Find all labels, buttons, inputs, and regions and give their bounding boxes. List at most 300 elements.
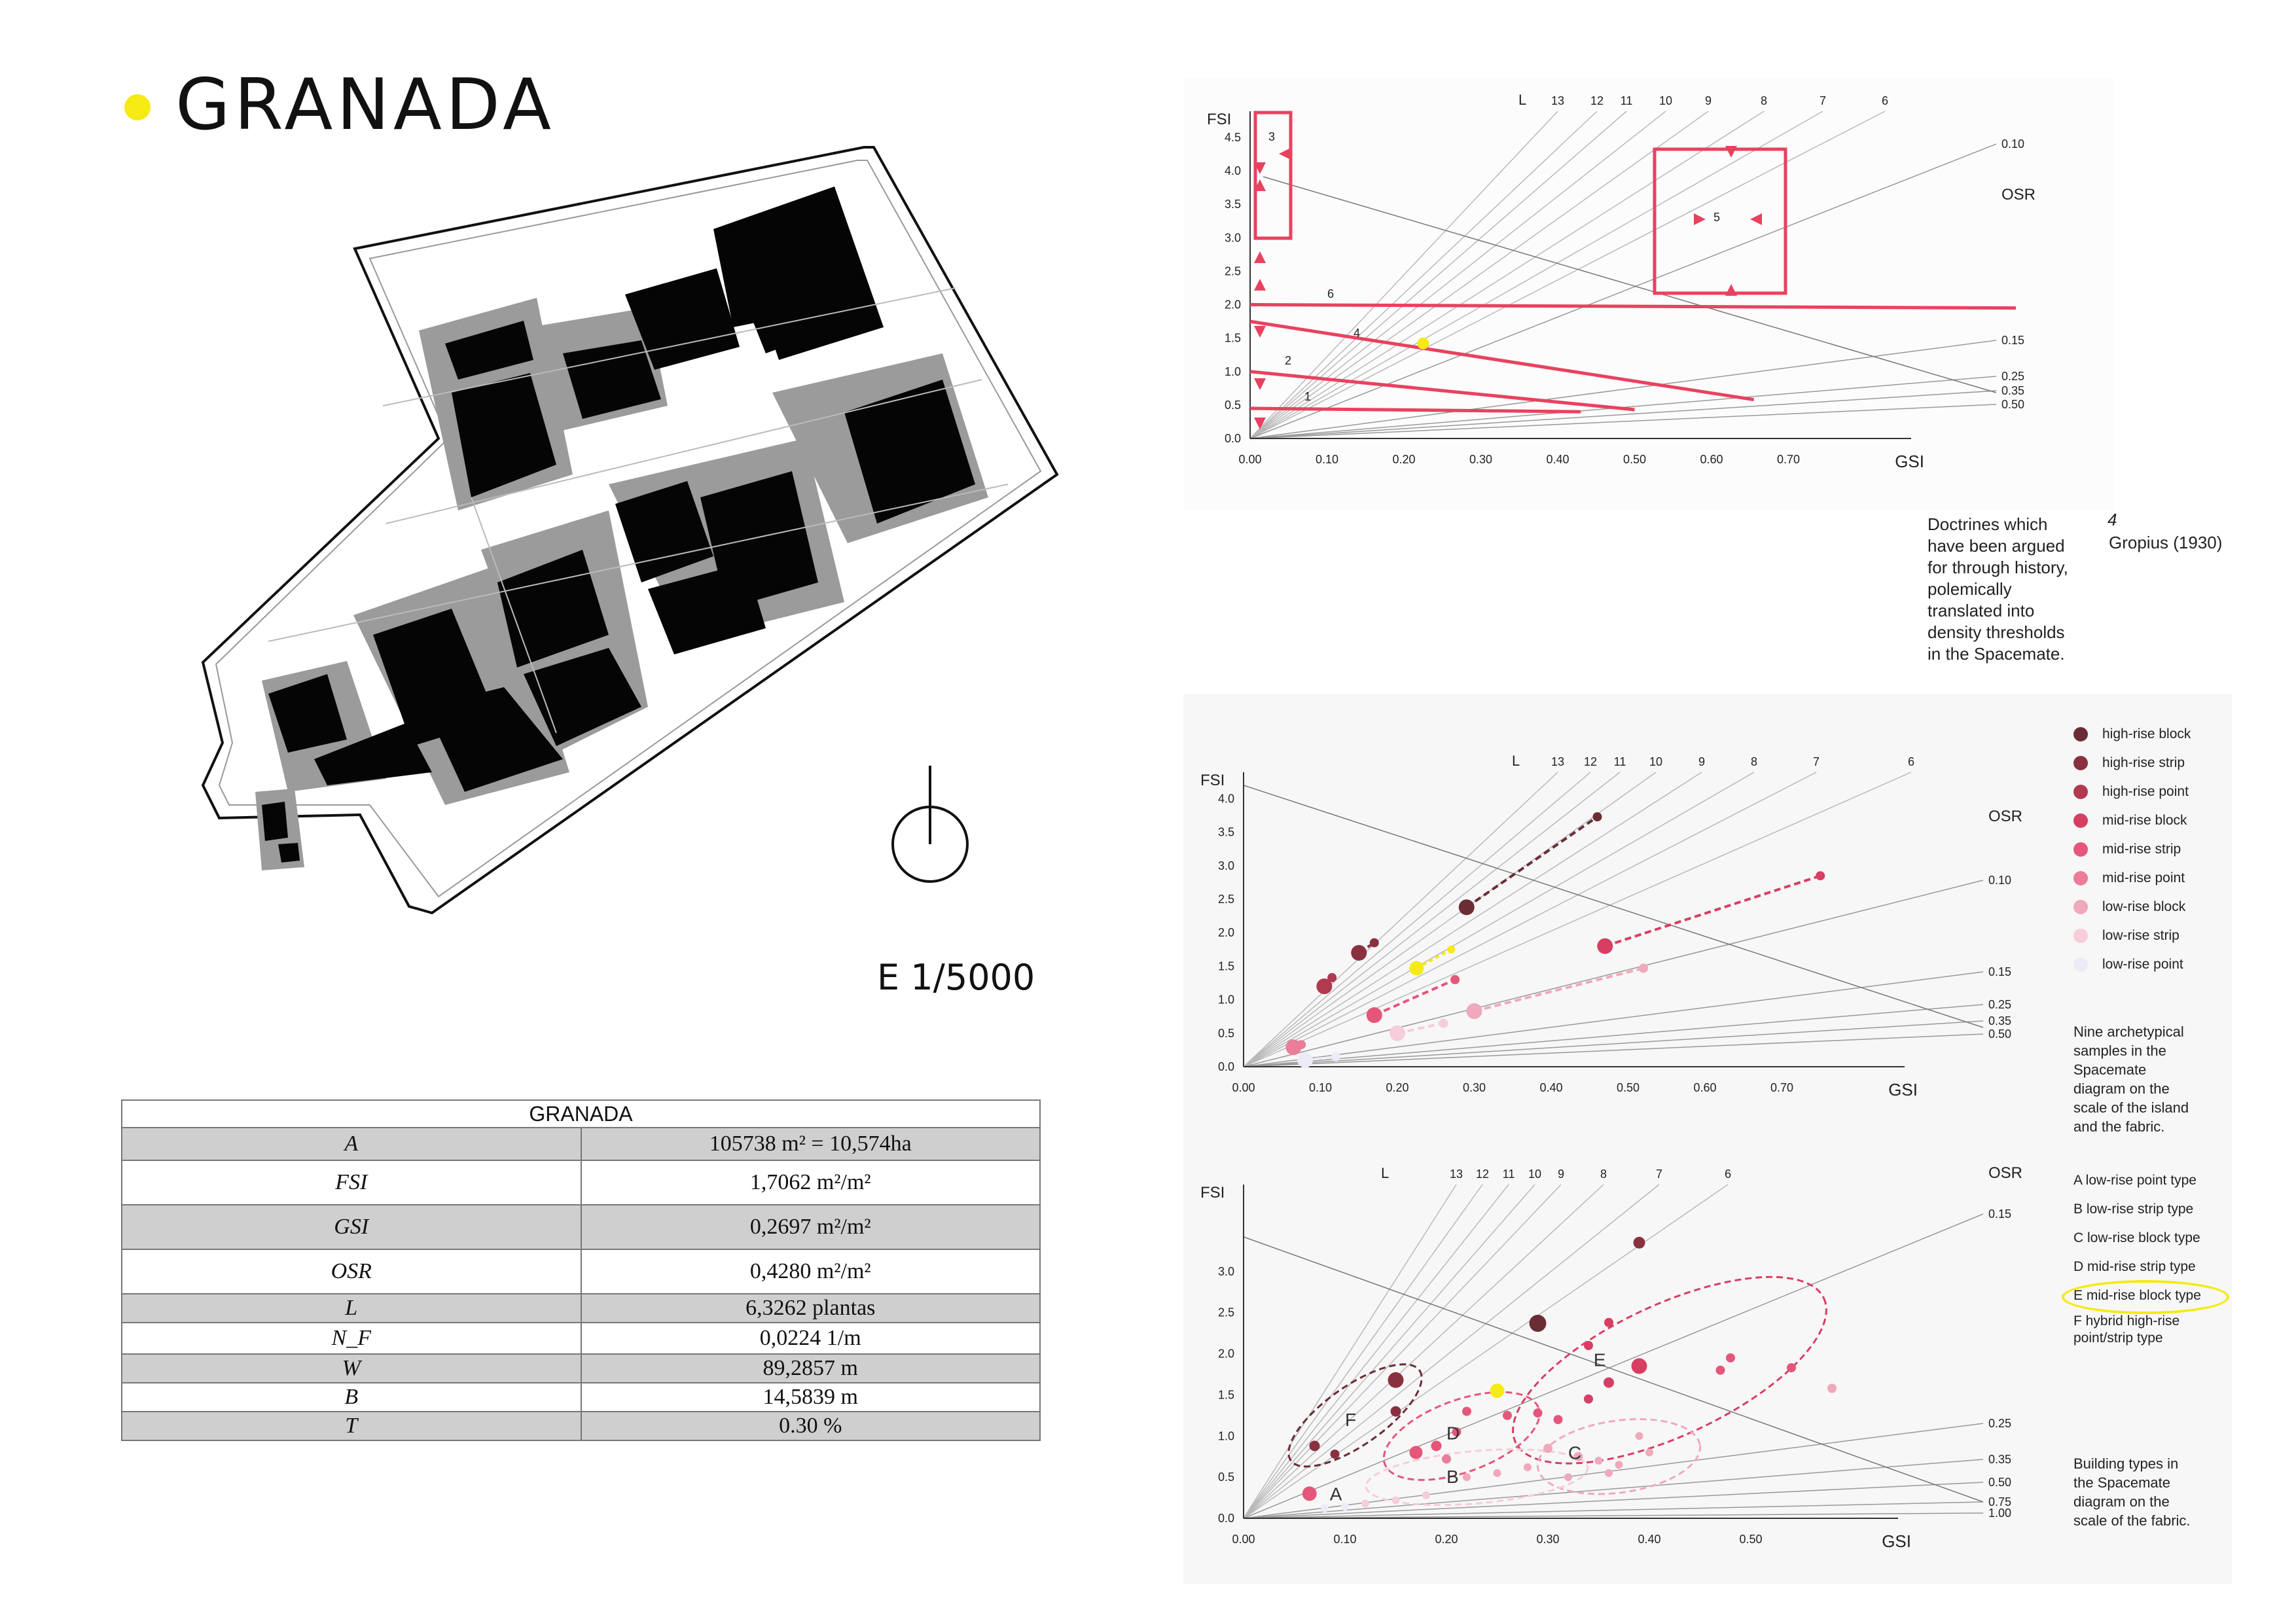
arrow-marker [1725,146,1737,158]
table-val: 6,3262 plantas [581,1294,1041,1323]
x-tick-label: 0.50 [1739,1533,1763,1546]
data-point [1442,1454,1451,1463]
legend-item [2073,777,2244,806]
data-point [1639,964,1648,973]
data-point [1726,1353,1735,1363]
osr-tick-label: 0.15 [1988,1207,2012,1221]
l-ray [1244,772,1816,1067]
data-point [1787,1363,1796,1372]
type-item: point/strip type [2073,1330,2163,1346]
l-ray [1244,772,1702,1067]
data-point [1584,1341,1593,1350]
x-tick-label: 0.50 [1616,1081,1640,1094]
data-point [1554,1415,1563,1424]
legend-swatch [2073,813,2088,828]
legend-label: mid-rise strip [2102,842,2181,857]
osr-tick-label: 0.75 [1988,1495,2012,1508]
table-sym: N_F [122,1323,581,1354]
l-ray [1250,111,1823,438]
osr-tick-label: 0.10 [1988,874,2012,887]
osr-line [1250,144,1996,438]
data-point [1391,1406,1401,1417]
l-ray [1244,1185,1604,1518]
data-point [1593,812,1602,821]
ref-number: 4 [2108,510,2117,529]
table-val: 105738 m² = 10,574ha [581,1128,1041,1160]
x-tick-label: 0.00 [1232,1081,1255,1094]
caption-line: translated into [1928,601,2035,620]
osr-tick-label: 0.35 [1988,1453,2012,1466]
x-tick-label: 0.40 [1546,453,1570,466]
data-point [1615,1461,1623,1469]
legend-label: high-rise point [2102,784,2189,799]
l-ray [1244,1185,1509,1518]
x-tick-label: 0.30 [1462,1081,1486,1094]
osr-line [1244,1482,1983,1518]
legend-label: low-rise block [2102,899,2186,914]
osr-tick-label: 0.25 [2001,370,2025,383]
y-tick-label: 4.0 [1217,792,1234,806]
data-point [1392,1496,1400,1504]
data-point [1297,1052,1313,1068]
group-label: B [1446,1466,1459,1487]
data-point [1361,1499,1369,1507]
series-line [1374,980,1455,1015]
x-tick-label: 0.20 [1392,453,1416,466]
x-tick-label: 0.40 [1539,1081,1563,1094]
legend-swatch [2073,727,2088,741]
x-tick-label: 0.60 [1700,453,1723,466]
caption-line: in the Spacemate. [1928,644,2065,664]
l-axis-label: L [1381,1165,1390,1181]
caption-line: Building types in [2073,1455,2179,1472]
archetype-legend [2073,720,2244,979]
l-axis-label: L [1512,753,1520,769]
osr-tick-label: 0.25 [1988,1417,2012,1430]
x-tick-label: 0.40 [1638,1533,1661,1546]
y-tick-label: 2.0 [1217,926,1234,940]
y-axis-label: FSI [1207,111,1232,128]
stats-table [121,1099,1041,1441]
legend-swatch [2073,871,2088,885]
y-tick-label: 1.0 [1217,1429,1234,1443]
y-tick-label: 1.0 [1224,365,1241,378]
arrow-marker [1254,279,1266,291]
table-val: 0,2697 m²/m² [581,1205,1041,1249]
group-label: C [1568,1442,1582,1463]
osr-axis-label: OSR [2001,186,2036,204]
y-tick-label: 0.5 [1217,1471,1234,1484]
table-sym: T [122,1412,581,1440]
data-point [1388,1372,1404,1388]
osr-line [1244,1005,1983,1067]
caption-line: diagram on the [2073,1493,2170,1510]
y-tick-label: 4.0 [1224,164,1241,178]
data-point [1459,899,1475,915]
x-tick-label: 0.10 [1315,453,1339,466]
legend-label: low-rise strip [2102,928,2179,943]
data-point [1302,1486,1317,1501]
l-tick-label: 9 [1698,755,1706,768]
x-tick-label: 0.30 [1469,453,1493,466]
l-ray [1250,111,1708,438]
x-axis-label: GSI [1882,1531,1911,1551]
l-tick-label: 13 [1551,755,1565,768]
osr-tick-label: 1.00 [1988,1507,2012,1520]
legend-item [2073,835,2244,864]
scale-label: E 1/5000 [877,957,1035,998]
caption-line: scale of the fabric. [2073,1512,2191,1529]
doctrine-label: 6 [1327,287,1335,300]
arrow-marker [1254,326,1266,338]
page-title: GRANADA [175,64,556,146]
arrow-marker [1725,284,1737,296]
caption-line: samples in the [2073,1043,2166,1059]
data-point [1390,1026,1405,1041]
types-list [2073,1166,2201,1347]
osr-line [1250,391,1996,438]
doctrine-label: 1 [1304,390,1312,403]
osr-line [1244,1021,1983,1067]
y-tick-label: 1.5 [1217,959,1234,973]
osr-axis-label: OSR [1988,808,2023,825]
x-tick-label: 0.10 [1333,1533,1357,1546]
granada-highlight-point [1409,961,1424,976]
legend-item [2073,720,2244,749]
legend-swatch [2073,756,2088,770]
spacemate-chart-building-types [1185,1145,2036,1584]
l-tick-label: 12 [1583,755,1598,768]
x-axis-label: GSI [1895,452,1924,471]
table-sym: L [122,1294,581,1323]
caption-line: the Spacemate [2073,1474,2170,1491]
y-tick-label: 2.0 [1224,298,1241,312]
legend-swatch [2073,785,2088,799]
legend-label: low-rise point [2102,957,2183,972]
doctrine-label: 3 [1268,130,1276,143]
data-point [1634,1237,1645,1249]
y-tick-label: 0.0 [1217,1060,1234,1073]
type-item: C low-rise block type [2073,1230,2200,1245]
y-tick-label: 3.5 [1224,198,1241,211]
x-tick-label: 0.00 [1232,1533,1255,1546]
l-tick-label: 10 [1649,755,1663,768]
y-axis-label: FSI [1200,1184,1225,1202]
data-point [1331,1450,1340,1459]
y-tick-label: 0.5 [1217,1026,1234,1040]
osr-axis-label: OSR [1988,1164,2023,1182]
arrow-marker [1279,148,1291,160]
type-item: F hybrid high-rise [2073,1313,2180,1329]
legend-label: high-rise strip [2102,755,2185,770]
data-point [1632,1358,1647,1374]
y-tick-label: 0.5 [1224,398,1241,412]
type-item-highlighted [2073,1281,2201,1310]
doctrine-line-4 [1250,321,1754,400]
data-point [1341,1503,1349,1510]
y-tick-label: 1.5 [1217,1388,1234,1402]
legend-item [2073,864,2244,893]
data-point [1367,1007,1382,1023]
table-sym: OSR [122,1249,581,1294]
l-tick-label: 12 [1590,94,1604,107]
data-point [1584,1395,1593,1404]
x-tick-label: 0.70 [1770,1081,1794,1094]
y-axis-label: FSI [1200,772,1225,789]
doctrine-line-6 [1250,305,2016,308]
l-ray [1244,772,1558,1067]
highlight-ellipse [2062,1280,2229,1314]
data-point [1595,1457,1603,1465]
y-tick-label: 3.0 [1224,231,1241,245]
legend-item [2073,806,2244,835]
y-tick-label: 1.0 [1217,993,1234,1007]
y-tick-label: 2.5 [1224,264,1241,278]
data-point [1636,1432,1643,1440]
data-point [1530,1315,1547,1332]
data-point [1816,871,1825,880]
l-tick-label: 13 [1551,94,1565,107]
l-ray [1244,772,1620,1067]
arrow-marker [1254,378,1266,390]
ref-text: Gropius (1930) [2109,533,2223,552]
legend-label: mid-rise point [2102,870,2185,885]
legend-swatch [2073,929,2088,943]
group-label: A [1329,1484,1342,1505]
data-point [1564,1473,1572,1481]
table-sym: FSI [122,1160,581,1205]
l-ray [1244,772,1911,1067]
osr-tick-label: 0.35 [2001,384,2025,397]
data-point [1827,1383,1837,1393]
group-label: D [1446,1423,1460,1444]
doctrine-line-1 [1250,408,1581,412]
legend-swatch [2073,957,2088,972]
series-line [1467,817,1598,907]
data-point [1331,1052,1340,1061]
arrow-marker [1254,251,1266,263]
l-tick-label: 8 [1750,755,1758,768]
osr-tick-label: 0.50 [1988,1027,2012,1041]
l-tick-label: 7 [1655,1168,1663,1181]
data-point [1524,1463,1532,1471]
gropius-highlight-point [1417,338,1429,349]
osr-tick-label: 0.50 [1988,1476,2012,1489]
doctrine-label: 4 [1354,327,1361,340]
data-point [1327,973,1336,982]
l-tick-label: 7 [1819,94,1827,107]
x-tick-label: 0.00 [1238,453,1262,466]
table-val: 0,4280 m²/m² [581,1249,1041,1294]
data-point [1297,1040,1306,1049]
legend-label: mid-rise block [2102,813,2187,828]
data-point [1605,1469,1613,1477]
l-ray [1250,111,1558,438]
l-tick-label: 7 [1812,755,1820,768]
x-axis-label: GSI [1888,1080,1918,1099]
osr-tick-label: 0.15 [2001,334,2025,347]
l-tick-label: 6 [1907,755,1915,768]
caption-line: and the fabric. [2073,1118,2165,1135]
x-tick-label: 0.50 [1623,453,1647,466]
data-point [1422,1491,1430,1499]
data-point [1604,1378,1614,1388]
l-ray [1250,111,1885,438]
x-tick-label: 0.20 [1386,1081,1409,1094]
osr-line [1244,1214,1983,1518]
table-val: 0.30 % [581,1412,1041,1440]
l-ray [1244,1185,1561,1518]
legend-swatch [2073,900,2088,914]
l-tick-label: 10 [1659,94,1673,107]
data-point [1447,946,1455,954]
caption-line: Nine archetypical [2073,1024,2184,1040]
l-tick-label: 6 [1724,1168,1732,1181]
doctrine-label: 2 [1285,354,1292,367]
x-tick-label: 0.10 [1308,1081,1333,1094]
data-point [1462,1407,1471,1416]
data-point [1370,938,1379,948]
type-item: E mid-rise block type [2073,1288,2201,1303]
data-point [1490,1383,1505,1398]
data-point [1410,1446,1423,1459]
y-tick-label: 0.0 [1217,1512,1234,1525]
data-point [1431,1440,1442,1451]
caption-types [2073,1454,2191,1530]
y-tick-label: 4.5 [1224,131,1241,144]
data-point [1351,945,1367,961]
osr-line [1244,1459,1983,1518]
l-ray [1244,1185,1728,1518]
data-point [1439,1018,1448,1027]
spacemate-chart-archetypes [1185,700,2036,1139]
osr-tick-label: 0.50 [2001,398,2025,411]
legend-swatch [2073,842,2088,857]
table-val: 0,0224 1/m [581,1323,1041,1354]
group-label: E [1593,1349,1606,1370]
data-point [1534,1408,1543,1418]
caption-line: have been argued [1928,536,2065,556]
y-tick-label: 2.0 [1217,1347,1234,1361]
data-point [1310,1440,1320,1451]
y-tick-label: 1.5 [1224,331,1241,345]
caption-line: Doctrines which [1928,514,2048,534]
data-point [1645,1448,1653,1456]
l-ray [1250,111,1666,438]
caption-line: scale of the island [2073,1099,2189,1116]
l-tick-label: 11 [1502,1168,1515,1181]
data-point [1543,1444,1552,1453]
arrow-marker [1750,213,1762,225]
l-tick-label: 10 [1528,1168,1542,1181]
osr-line [1244,972,1983,1067]
legend-label: high-rise block [2102,726,2191,741]
y-tick-label: 2.5 [1217,1306,1234,1319]
l-tick-label: 12 [1475,1168,1490,1181]
group-label: F [1345,1410,1357,1431]
y-tick-label: 2.5 [1217,893,1234,906]
l-tick-label: 9 [1557,1168,1565,1181]
y-tick-label: 3.0 [1217,1264,1234,1278]
table-sym: GSI [122,1205,581,1249]
data-point [1450,975,1460,984]
osr-tick-label: 0.10 [2001,137,2025,151]
l-tick-label: 11 [1620,94,1633,107]
series-line [1475,969,1644,1012]
caption-archetypes [2073,1022,2189,1136]
data-point [1321,1505,1329,1512]
caption-line: Spacemate [2073,1061,2147,1078]
data-point [1604,1318,1613,1327]
table-sym: W [122,1354,581,1383]
osr-line [1250,340,1996,438]
l-tick-label: 6 [1881,94,1889,107]
x-tick-label: 0.20 [1435,1533,1458,1546]
table-sym: B [122,1383,581,1412]
legend-item [2073,921,2244,950]
data-point [1463,1473,1471,1481]
caption-doctrines [1928,514,2137,665]
l-tick-label: 13 [1449,1168,1463,1181]
osr-tick-label: 0.25 [1988,998,2012,1011]
diagonal-line [1244,785,1983,1027]
data-point [1716,1366,1725,1375]
table-val: 1,7062 m²/m² [581,1160,1041,1205]
l-tick-label: 11 [1613,755,1626,768]
table-heading: GRANADA [122,1100,1040,1128]
title-bullet [124,94,151,120]
caption-line: for through history, [1928,558,2068,577]
type-item: B low-rise strip type [2073,1202,2194,1217]
diagonal-line [1244,1237,1983,1505]
caption-line: density thresholds [1928,622,2065,642]
data-point [1467,1003,1482,1019]
x-tick-label: 0.30 [1536,1533,1560,1546]
caption-line: polemically [1928,579,2012,599]
y-tick-label: 3.5 [1217,825,1234,839]
l-ray [1244,1185,1456,1518]
y-tick-label: 0.0 [1224,432,1241,445]
osr-tick-label: 0.35 [1988,1014,2012,1027]
l-tick-label: 8 [1760,94,1768,107]
x-tick-label: 0.70 [1776,453,1801,466]
arrow-marker [1694,213,1706,225]
l-axis-label: L [1518,92,1527,108]
type-item: D mid-rise strip type [2073,1259,2196,1274]
north-arrow [887,759,978,890]
data-point [1494,1469,1501,1477]
x-tick-label: 0.60 [1693,1081,1717,1094]
l-tick-label: 8 [1600,1168,1607,1181]
table-val: 14,5839 m [581,1383,1041,1412]
legend-item [2073,893,2244,921]
l-tick-label: 9 [1704,94,1712,107]
doctrine-label: 5 [1713,211,1721,224]
type-item: A low-rise point type [2073,1173,2197,1188]
caption-line: diagram on the [2073,1080,2170,1097]
data-point [1503,1411,1512,1420]
y-tick-label: 3.0 [1217,859,1234,872]
legend-item [2073,749,2244,777]
series-line [1605,876,1820,946]
spacemate-chart-doctrines [1178,72,2127,517]
l-ray [1244,772,1754,1067]
data-point [1597,938,1613,954]
table-val: 89,2857 m [581,1354,1041,1383]
osr-tick-label: 0.15 [1988,965,2012,978]
legend-item [2073,950,2244,979]
table-sym: A [122,1128,581,1160]
